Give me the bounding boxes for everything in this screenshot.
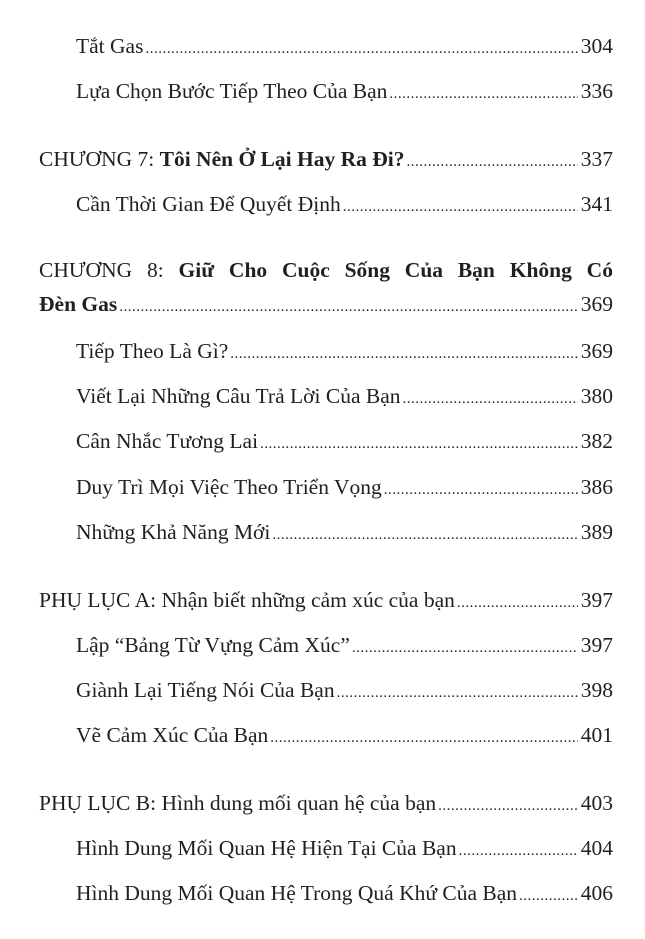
chapter-word: Sống [344,258,390,282]
chapter-word: Có [586,258,613,282]
dot-leader [352,635,578,661]
toc-entry-tat-gas [76,33,613,62]
toc-entry-lua-chon [76,78,613,107]
toc-entry-title: Hình Dung Mối Quan Hệ Trong Quá Khứ Của Bạn [76,881,518,905]
toc-page-number: 397 [580,588,613,612]
dot-leader [459,838,578,864]
chapter-word: Không [509,258,572,282]
dot-leader [272,522,577,548]
dot-leader [119,290,578,324]
toc-entry-title: PHỤ LỤC A: Nhận biết những cảm xúc của bạn [39,588,455,612]
dot-leader [403,386,578,412]
toc-entry-viet-lai [76,383,613,412]
toc-page-number: 401 [580,723,613,747]
toc-page-number: 404 [580,836,613,860]
chapter-8-title-line-1 [39,253,613,287]
toc-entry-lap-bang [76,632,613,661]
toc-page-number: 341 [580,192,613,216]
toc-page-number: 304 [580,34,613,58]
dot-leader [270,725,577,751]
toc-entry-nhung-kha-nang [76,519,613,548]
toc-entry-duy-tri [76,474,613,503]
toc-entry-title: PHỤ LỤC B: Hình dung mối quan hệ của bạn [39,791,437,815]
toc-entry-title: Cân Nhắc Tương Lai [76,429,259,453]
toc-entry-can-nhac [76,428,613,457]
toc-entry-gianh-lai [76,677,613,706]
toc-page-number: 369 [580,292,613,316]
toc-entry-title [39,146,405,172]
toc-entry-hinh-dung-hien-tai [76,835,613,864]
toc-page-number: 406 [580,881,613,905]
toc-page-number: 336 [580,79,613,103]
dot-leader [384,477,578,503]
toc-entry-title: Tiếp Theo Là Gì? [76,339,229,363]
toc-chapter-7 [39,146,613,175]
toc-entry-title: Lựa Chọn Bước Tiếp Theo Của Bạn [76,79,388,103]
dot-leader [260,431,578,457]
toc-page-number: 369 [580,339,613,363]
toc-page-number: 389 [580,520,613,544]
toc-entry-title: Viết Lại Những Câu Trả Lời Của Bạn [76,384,401,408]
chapter-word: Giữ [178,258,215,282]
chapter-word: CHƯƠNG [39,258,133,282]
dot-leader [438,793,578,819]
toc-page-number: 337 [580,147,613,171]
toc-page-number: 397 [580,633,613,657]
toc-entry-tiep-theo [76,338,613,367]
toc-chapter-8 [39,253,613,324]
toc-appendix-b [39,790,613,819]
dot-leader [145,36,577,62]
dot-leader [230,341,577,367]
toc-entry-ve-cam-xuc [76,722,613,751]
toc-entry-title: Vẽ Cảm Xúc Của Bạn [76,723,269,747]
dot-leader [519,883,578,909]
toc-page-number: 398 [580,678,613,702]
toc-page-number: 386 [580,475,613,499]
toc-entry-hinh-dung-qua-khu [76,880,613,909]
toc-page-number: 380 [580,384,613,408]
dot-leader [457,590,578,616]
toc-entry-title: Duy Trì Mọi Việc Theo Triển Vọng [76,475,382,499]
toc-entry-title: Những Khả Năng Mới [76,520,271,544]
dot-leader [389,81,577,107]
chapter-word: Cuộc [281,258,330,282]
toc-entry-title: Cần Thời Gian Để Quyết Định [76,192,341,216]
chapter-prefix: CHƯƠNG 7: [39,147,160,171]
toc-entry-title: Tắt Gas [76,34,144,58]
toc-page-number: 403 [580,791,613,815]
dot-leader [343,194,578,220]
chapter-word: Bạn [457,258,495,282]
chapter-word: Cho [228,258,268,282]
chapter-8-title-line-2 [39,287,613,324]
dot-leader [337,680,578,706]
chapter-title-continued: Đèn Gas [39,292,118,316]
toc-entry-can-thoi-gian [76,191,613,220]
toc-entry-title: Hình Dung Mối Quan Hệ Hiện Tại Của Bạn [76,836,457,860]
chapter-title: Tôi Nên Ở Lại Hay Ra Đi? [159,147,405,171]
chapter-word: Của [404,258,444,282]
toc-page-number: 382 [580,429,613,453]
chapter-word: 8: [146,258,164,282]
toc-entry-title: Lập “Bảng Từ Vựng Cảm Xúc” [76,633,350,657]
toc-appendix-a [39,587,613,616]
dot-leader [407,149,578,175]
toc-entry-title: Giành Lại Tiếng Nói Của Bạn [76,678,335,702]
